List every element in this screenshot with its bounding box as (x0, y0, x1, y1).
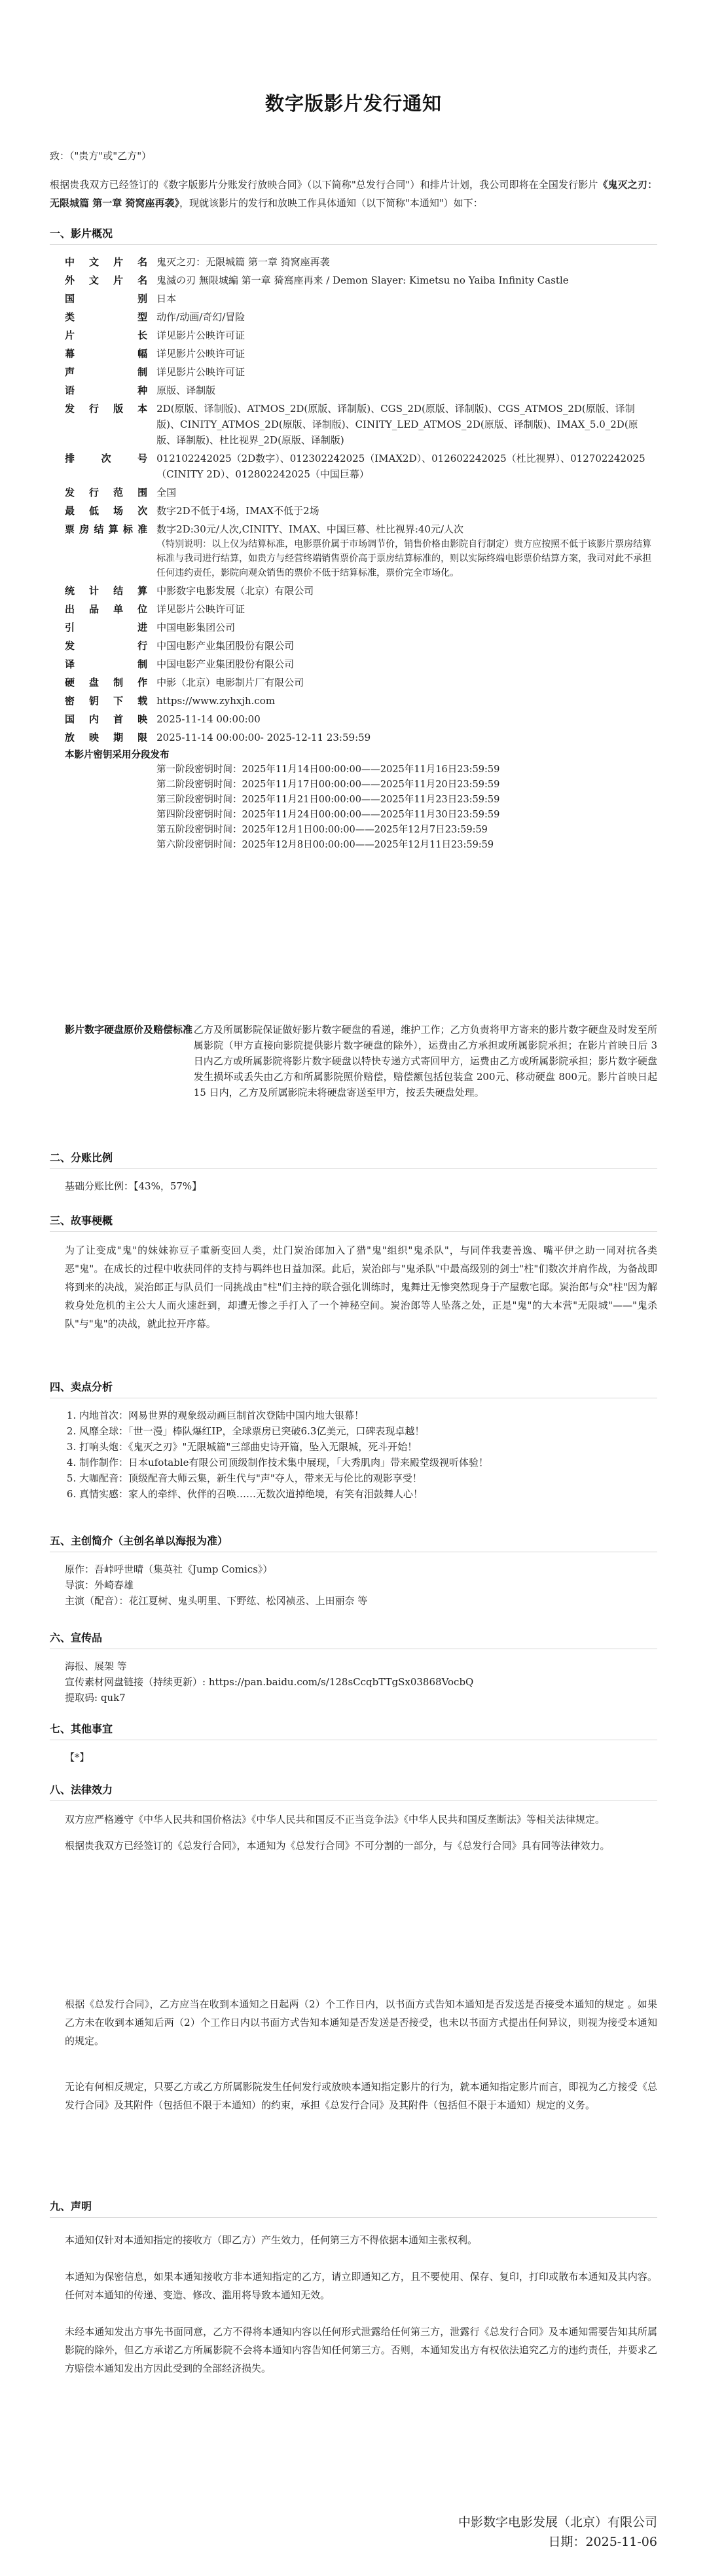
info-row (65, 692, 657, 710)
info-label: 语种 (65, 384, 148, 396)
key-stage: 第三阶段密钥时间：2025年11月21日00:00:00——2025年11月23日23:59:59 (156, 794, 500, 805)
info-value-text: 中国电影集团公司 (156, 622, 236, 633)
statement-paragraph-1: 本通知仅针对本通知指定的接收方（即乙方）产生效力，任何第三方不得依据本通知主张权利。 (65, 2234, 478, 2246)
promo-link-label: 宣传素材网盘链接（持续更新）: (65, 1676, 209, 1688)
other-matters: 【*】 (65, 1751, 90, 1763)
info-value-text: https://www.zyhxjh.com (156, 695, 276, 707)
info-label: 国别 (65, 293, 148, 305)
promo-code-label: 提取码: (65, 1692, 101, 1704)
highlights-list (50, 1408, 657, 1502)
info-label: 统计结算 (65, 585, 148, 597)
promo-items: 海报、展架 等 (65, 1660, 127, 1672)
info-label: 国内首映 (65, 713, 148, 725)
section-heading-5: 五、主创简介（主创名单以海报为准） (50, 1535, 228, 1547)
legal-paragraph-1: 双方应严格遵守《中华人民共和国价格法》《中华人民共和国反不正当竞争法》《中华人民共和国反垄断法》等相关法律规定。 (65, 1814, 606, 1825)
info-row (65, 655, 657, 673)
info-row (65, 502, 657, 520)
section-heading-7: 七、其他事宜 (50, 1723, 113, 1735)
promo-code-line (65, 1690, 657, 1706)
info-row (65, 520, 657, 582)
harddisk-text: 乙方及所属影院保证做好影片数字硬盘的看递，维护工作；乙方负责将甲方寄来的影片数字硬盘及时发至所属影院（甲方直接向影院提供影片数字硬盘的除外），运费由乙方承担或所属影院承担；在影片首映日后 3 日内乙方或所属影院将影片数字硬盘以特快专递方式寄回甲方，运费由乙方或所属影院承担；影片数字硬盘发生损坏或丢失由乙方和所属影院照价赔偿，赔偿额包括包装盒 200元、移动硬盘 800元。影片首映日起 15 日内，乙方及所属影院未将硬盘寄送至甲方，按丢失硬盘处理。 (193, 1024, 657, 1098)
info-row (65, 483, 657, 502)
info-value (156, 400, 657, 449)
info-value-text: 全国 (156, 487, 177, 498)
key-unlock-heading: 本影片密钥采用分段发布 (65, 750, 170, 760)
key-stage: 第六阶段密钥时间：2025年12月8日00:00:00——2025年12月11日23:59:59 (156, 840, 494, 850)
legal-paragraph-3: 根据《总发行合同》，乙方应当在收到本通知之日起两（2）个工作日内，以书面方式告知本通知是否发送是否接受本通知的规定 。如果乙方未在收到本通知后两（2）个工作日内以书面方式告知本通知是否发送是否接受，也未以书面方式提出任何异议，则视为接受本通知的规定。 (65, 1998, 657, 2047)
info-row (65, 326, 657, 345)
info-row (65, 271, 657, 289)
highlight-item: 1. 内地首次：网易世界的观象级动画巨制首次登陆中国内地大银幕！ (79, 1408, 657, 1423)
info-row (65, 308, 657, 326)
key-stage: 第一阶段密钥时间：2025年11月14日00:00:00——2025年11月16日23:59:59 (156, 764, 500, 775)
highlight-item: 6. 真情实感：家人的牵绊、伙伴的召唤……无数次道掉绝境，有笑有泪鼓舞人心！ (79, 1486, 657, 1502)
info-value-text: 2025-11-14 00:00:00 (156, 713, 261, 725)
info-label: 类型 (65, 311, 148, 323)
film-info-table (65, 253, 657, 747)
info-value (156, 363, 657, 381)
section-crew (50, 1533, 657, 1609)
section-divider (50, 1231, 657, 1232)
info-value (156, 582, 657, 600)
info-value-text: 详见影片公映许可证 (156, 348, 245, 360)
harddisk-block (50, 1022, 657, 1100)
info-value-text: 详见影片公映许可证 (156, 603, 245, 615)
key-stage: 第五阶段密钥时间：2025年12月1日00:00:00——2025年12月7日23:59:59 (156, 825, 488, 835)
key-stage: 第四阶段密钥时间：2025年11月24日00:00:00——2025年11月30日23:59:59 (156, 810, 500, 820)
info-row (65, 728, 657, 747)
info-value-text: 日本 (156, 293, 177, 305)
crew-item: 主演（配音）：花江夏树、鬼头明里、下野纮、松冈祯丞、上田丽奈 等 (65, 1595, 368, 1607)
crew-item: 导演：外崎春雄 (65, 1579, 134, 1591)
page-title: 数字版影片发行通知 (264, 92, 442, 115)
info-value-text: 012102242025（2D数字）、012302242025（IMAX2D）、012602242025（杜比视界）、012702242025（CINITY 2D）、012802242025（中国巨幕） (156, 453, 645, 480)
info-value-text: 动作/动画/奇幻/冒险 (156, 311, 245, 323)
info-label: 出品单位 (65, 603, 148, 615)
highlight-item: 5. 大咖配音：顶级配音大师云集，新生代与"声"夺人，带来无与伦比的观影享受！ (79, 1470, 657, 1486)
info-value-text: 数字2D:30元/人次,CINITY、IMAX、中国巨幕、杜比视界:40元/人次 (156, 523, 464, 535)
highlight-item: 3. 打响头炮：《鬼灭之刃》"无限城篇"三部曲史诗开篇，坠入无限城，死斗开始！ (79, 1439, 657, 1455)
info-value-text: 中国电影产业集团股份有限公司 (156, 658, 295, 670)
promo-link-line (65, 1674, 657, 1690)
info-row (65, 673, 657, 692)
legal-paragraph-2: 根据贵我双方已经签订的《总发行合同》，本通知为《总发行合同》不可分割的一部分，与《总发行合同》具有同等法律效力。 (65, 1840, 610, 1852)
addressee: 致：（"贵方"或"乙方"） (50, 150, 152, 162)
info-label: 密钥下载 (65, 695, 148, 707)
info-value-text: 中国电影产业集团股份有限公司 (156, 640, 295, 652)
section-statement (50, 2198, 657, 2378)
intro-text-after: ，现就该影片的发行和放映工作具体通知（以下简称"本通知"）如下： (179, 197, 483, 209)
intro-text-before: 根据贵我双方已经签订的《数字版影片分账发行放映合同》（以下简称"总发行合同"）和排片计划，我公司即将在全国发行影片 (50, 179, 598, 191)
crew-list (65, 1561, 657, 1609)
section-share-ratio (50, 1149, 657, 1194)
info-label: 票房结算标准 (65, 523, 148, 535)
info-value (156, 618, 657, 637)
info-row (65, 582, 657, 600)
section-heading-2: 二、分账比例 (50, 1151, 113, 1164)
key-stage: 第二阶段密钥时间：2025年11月17日00:00:00——2025年11月20日23:59:59 (156, 779, 500, 790)
info-label: 硬盘制作 (65, 677, 148, 688)
info-row (65, 618, 657, 637)
signature-block (458, 2512, 657, 2552)
crew-item: 原作：吾峠呼世晴（集英社《Jump Comics》） (65, 1563, 273, 1575)
section-heading-1: 一、影片概况 (50, 227, 113, 240)
info-value-text: 中影数字电影发展（北京）有限公司 (156, 585, 314, 597)
info-row (65, 400, 657, 449)
signature-company: 中影数字电影发展（北京）有限公司 (458, 2515, 657, 2529)
section-divider (50, 244, 657, 245)
promo-link[interactable]: https://pan.baidu.com/s/128sCcqbTTgSx03868VocbQ (208, 1676, 474, 1688)
section-heading-3: 三、故事梗概 (50, 1214, 113, 1227)
info-label: 中文片名 (65, 256, 148, 268)
section-heading-4: 四、卖点分析 (50, 1381, 113, 1393)
statement-paragraph-3: 未经本通知发出方事先书面同意，乙方不得将本通知内容以任何形式泄露给任何第三方，泄露行《总发行合同》及本通知需要告知其所属影院的除外，但乙方承诺乙方所属影院不会将本通知内容告知任何第三方。否则，本通知发出方有权依法追究乙方的违约责任，并要求乙方赔偿本通知发出方因此受到的全部经济损失。 (65, 2326, 657, 2374)
info-value (156, 710, 657, 728)
info-row (65, 253, 657, 271)
info-label: 放映期限 (65, 732, 148, 743)
info-value-text: 2025-11-14 00:00:00- 2025-12-11 23:59:59 (156, 732, 371, 743)
section-other (50, 1721, 657, 1765)
info-value-text: 鬼灭之刃：无限城篇 第一章 猗窝座再袭 (156, 256, 330, 268)
info-value-text: 2D(原版、译制版)、ATMOS_2D(原版、译制版)、CGS_2D(原版、译制版)、CGS_ATMOS_2D(原版、译制版)、CINITY_ATMOS_2D(原版、译制版)、CINITY_LED_ATMOS_2D(原版、译制版)、IMAX_5.0_2D(原版、译制版)、杜比视界_2D(原版、译制版) (156, 403, 638, 446)
info-row (65, 710, 657, 728)
synopsis-text: 为了让变成"鬼"的妹妹祢豆子重新变回人类，灶门炭治郎加入了猎"鬼"组织"鬼杀队"，与同伴我妻善逸、嘴平伊之助一同对抗各类恶"鬼"。在成长的过程中收获同伴的支持与羁绊也日益加深。此后，炭治郎与"鬼杀队"中最高级别的剑士"柱"们数次并肩作战，为备战即将到来的决战，炭治郎正与队员们一同挑战由"柱"们主持的联合强化训练时，鬼舞辻无惨突然现身于产屋敷宅邸。炭治郎与众"柱"因为解救身处危机的主公大人而火速赶到，却遭无惨之手打入了一个神秘空间。炭治郎等人坠落之处，正是"鬼"的大本营"无限城"——"鬼杀队"与"鬼"的决战，就此拉开序幕。 (65, 1244, 657, 1330)
intro-film-name: 《鬼灭之刃：无限城篇 第一章 猗窝座再袭》 (50, 179, 657, 209)
section-legal (50, 1782, 657, 1855)
info-value-text: 详见影片公映许可证 (156, 329, 245, 341)
promo-code: quk7 (100, 1692, 126, 1704)
share-ratio: 基础分账比例：【43%，57%】 (65, 1180, 202, 1192)
section-divider (50, 2217, 657, 2218)
info-value-text: 中影（北京）电影制片厂有限公司 (156, 677, 304, 688)
info-value (156, 449, 657, 483)
info-value (156, 381, 657, 400)
section-highlights (50, 1379, 657, 1502)
info-value (156, 673, 657, 692)
info-value (156, 692, 657, 710)
info-value (156, 345, 657, 363)
key-unlock-stages (156, 762, 657, 853)
info-label: 最低场次 (65, 505, 148, 517)
info-label: 引进 (65, 622, 148, 633)
info-row (65, 600, 657, 618)
intro-paragraph (50, 176, 657, 212)
info-row (65, 381, 657, 400)
statement-paragraph-2: 本通知为保密信息，如果本通知接收方非本通知指定的乙方，请立即通知乙方，且不要使用、保存、复印，打印或散布本通知及其内容。任何对本通知的传递、变造、修改、滥用将导致本通知无效。 (65, 2271, 657, 2301)
legal-later (50, 1995, 657, 2114)
section-film-overview (50, 225, 657, 853)
highlight-item: 2. 风靡全球：「世一漫」棒队爆红IP，全球票房已突破6.3亿美元，口碑表现卓越！ (79, 1423, 657, 1439)
section-synopsis (50, 1212, 657, 1333)
info-value-text: 数字2D不低于4场，IMAX不低于2场 (156, 505, 319, 517)
info-row (65, 637, 657, 655)
info-row (65, 449, 657, 483)
signature-date: 日期：2025-11-06 (548, 2535, 657, 2549)
promo-block (65, 1658, 657, 1706)
info-value (156, 326, 657, 345)
section-divider (50, 1168, 657, 1169)
info-label: 排次号 (65, 453, 148, 464)
legal-paragraph-4: 无论有何相反规定，只要乙方或乙方所属影院发生任何发行或放映本通知指定影片的行为，就本通知指定影片而言，即视为乙方接受《总发行合同》及其附件（包括但不限于本通知）的约束，承担《总发行合同》及其附件（包括但不限于本通知）规定的义务。 (65, 2081, 657, 2111)
info-row (65, 363, 657, 381)
info-label: 幕幅 (65, 348, 148, 360)
info-value-note: （特别说明：以上仅为结算标准，电影票价属于市场调节价，销售价格由影院自行制定）贵方应按照不低于该影片票房结算标准与我司进行结算，如贵方与经营终端销售票价高于票房结算标准的，则以实际终端电影票价结算方案，我司对此不承担任何违约责任，影院向观众销售的票价不低于结算标准，票价完全市场化。 (156, 539, 652, 578)
info-value-text: 原版、译制版 (156, 384, 216, 396)
info-label: 外文片名 (65, 274, 148, 286)
info-label: 声制 (65, 366, 148, 378)
info-value (156, 483, 657, 502)
info-label: 发行范围 (65, 487, 148, 498)
info-value (156, 253, 657, 271)
info-value (156, 520, 657, 582)
info-value (156, 655, 657, 673)
info-value (156, 271, 657, 289)
info-value (156, 728, 657, 747)
info-row (65, 289, 657, 308)
section-heading-9: 九、声明 (50, 2200, 92, 2212)
harddisk-label: 影片数字硬盘原价及赔偿标准 (65, 1024, 193, 1036)
info-label: 片长 (65, 329, 148, 341)
info-value (156, 637, 657, 655)
info-value (156, 502, 657, 520)
info-row (65, 345, 657, 363)
info-label: 发行 (65, 640, 148, 652)
info-label: 发行版本 (65, 403, 148, 415)
highlight-item: 4. 制作制作：日本ufotable有限公司顶级制作技术集中展现，「大秀肌肉」带来殿堂级视听体验！ (79, 1455, 657, 1470)
info-value (156, 600, 657, 618)
info-value (156, 289, 657, 308)
info-value-text: 鬼滅の刃 無限城編 第一章 猗窩座再来 / Demon Slayer: Kimetsu no Yaiba Infinity Castle (156, 274, 569, 286)
info-value-text: 详见影片公映许可证 (156, 366, 245, 378)
section-heading-6: 六、宣传品 (50, 1632, 103, 1644)
section-heading-8: 八、法律效力 (50, 1783, 113, 1796)
info-label: 译制 (65, 658, 148, 670)
section-promo (50, 1630, 657, 1706)
info-value (156, 308, 657, 326)
